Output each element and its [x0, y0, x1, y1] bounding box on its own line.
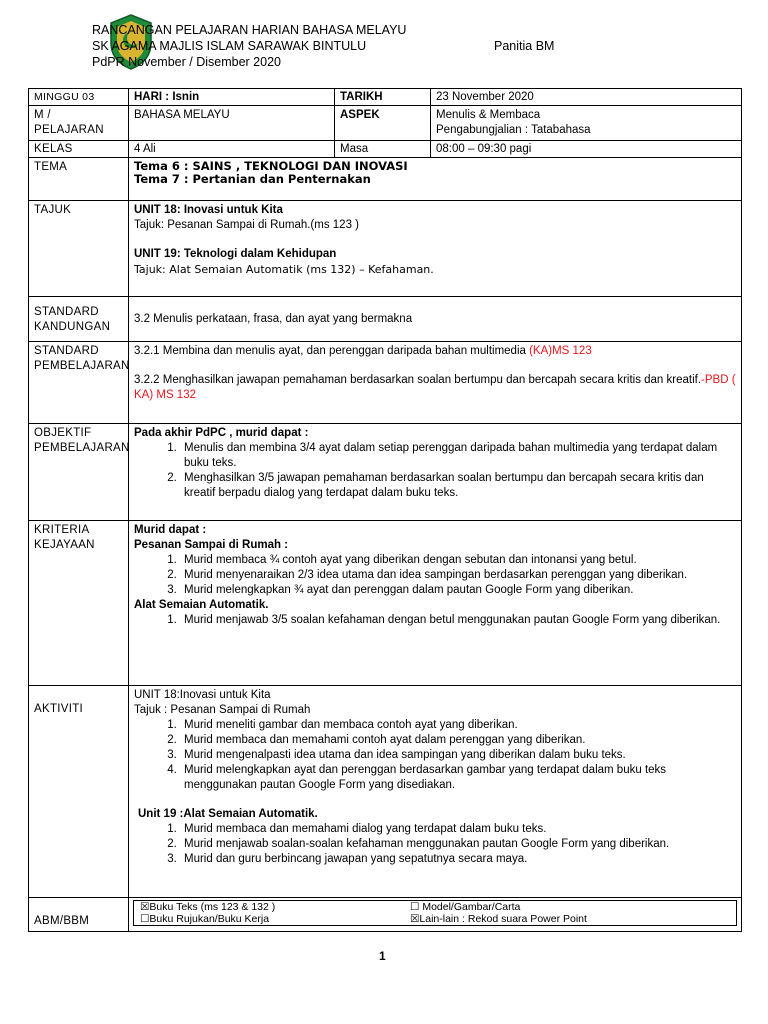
sp1-code: (KA)MS 123 [529, 345, 592, 357]
row-tema [29, 158, 742, 201]
row-aktiviti [29, 686, 742, 898]
sp-label-line1: STANDARD [34, 345, 99, 357]
abm-label: ABM/BBM [29, 898, 129, 932]
list-item: 2. Murid menyenaraikan 2/3 idea utama dan idea sampingan berdasarkan perenggan yang diberikan. [180, 568, 736, 583]
abm-item-buku-rujukan: ☐Buku Rujukan/Buku Kerja [140, 913, 270, 925]
obj-label-line1: OBJEKTIF [34, 427, 92, 439]
tema-line1: Tema 6 : SAINS , TEKNOLOGI DAN INOVASI [134, 159, 408, 173]
row-kelas [29, 141, 742, 158]
list-item: 2. Murid menjawab soalan-soalan kefahaman menggunakan pautan Google Form yang diberikan. [180, 837, 736, 852]
aspek-line2: Pengabungjalian : Tatabahasa [436, 124, 591, 136]
list-item: 3. Murid melengkapkan ¾ ayat dan perenggan dalam pautan Google Form yang diberikan. [180, 583, 736, 598]
kk-label-line2: KEJAYAAN [34, 539, 95, 551]
list-item: 2. Murid membaca dan memahami contoh ayat dalam perenggan yang diberikan. [180, 733, 736, 748]
row-pelajaran [29, 106, 742, 141]
sp2-code: -PBD ( KA) MS 132 [134, 374, 736, 401]
kk-label-line1: KRITERIA [34, 524, 90, 536]
tajuk-value [129, 201, 742, 297]
tarikh-label: TARIKH [335, 89, 431, 106]
aktiviti-label: AKTIVITI [29, 686, 129, 898]
list-item: 1. Murid membaca ¾ contoh ayat yang diberikan dengan sebutan dan intonansi yang betul. [180, 553, 736, 568]
pelajaran-value: BAHASA MELAYU [129, 106, 335, 141]
tema-line2: Tema 7 : Pertanian dan Penternakan [134, 172, 371, 186]
row-minggu [29, 89, 742, 106]
obj-list [134, 441, 736, 501]
header-period: PdPR November / Disember 2020 [92, 55, 281, 69]
abm-item-buku-teks: ☒Buku Teks (ms 123 & 132 ) [140, 901, 276, 913]
header-panel: Panitia BM [494, 39, 555, 53]
kk-list-2 [134, 613, 736, 628]
tajuk-unit19: UNIT 19: Teknologi dalam Kehidupan [134, 248, 337, 260]
tajuk-unit18-sub: Tajuk: Pesanan Sampai di Rumah.(ms 123 ) [134, 219, 359, 231]
akt-tajuk18: Tajuk : Pesanan Sampai di Rumah [134, 704, 311, 716]
lesson-plan-table [28, 88, 742, 932]
aspek-line1: Menulis & Membaca [436, 109, 541, 121]
abm-checklist [133, 900, 737, 926]
objektif-value [129, 424, 742, 521]
kk-list-1 [134, 553, 736, 598]
standard-pembelajaran-value [129, 342, 742, 424]
standard-kandungan-value: 3.2 Menulis perkataan, frasa, dan ayat yang bermakna [129, 297, 742, 342]
row-abm [29, 898, 742, 932]
tema-label: TEMA [29, 158, 129, 201]
tarikh-value: 23 November 2020 [431, 89, 742, 106]
page-number: 1 [379, 949, 386, 963]
tajuk-unit19-sub: Tajuk: Alat Semaian Automatik (ms 132) – Kefahaman. [134, 263, 434, 276]
standard-kandungan-label [29, 297, 129, 342]
header-title: RANCANGAN PELAJARAN HARIAN BAHASA MELAYU [92, 23, 407, 37]
list-item: 4. Murid melengkapkan ayat dan perenggan berdasarkan gambar yang terdapat dalam buku teks menggunakan pautan Google Form yang disediakan. [180, 763, 736, 793]
abm-item-lain-lain: ☒Lain-lain : Rekod suara Power Point [410, 913, 587, 925]
sp-item-1 [134, 344, 736, 359]
sk-label-line1: STANDARD [34, 306, 99, 318]
row-objektif [29, 424, 742, 521]
kriteria-value [129, 521, 742, 686]
sp-label-line2: PEMBELAJARAN [34, 360, 130, 372]
pelajaran-label: M / PELAJARAN [29, 106, 129, 141]
list-item: 3. Murid mengenalpasti idea utama dan idea sampingan yang diberikan dalam buku teks. [180, 748, 736, 763]
kk-sub2: Alat Semaian Automatik. [134, 599, 269, 611]
kriteria-label [29, 521, 129, 686]
masa-label: Masa [335, 141, 431, 158]
abm-item-model: ☐ Model/Gambar/Carta [410, 901, 521, 913]
tajuk-label: TAJUK [29, 201, 129, 297]
list-item: 1. Menulis dan membina 3/4 ayat dalam setiap perenggan daripada bahan multimedia yang terdapat dalam buku teks. [180, 441, 736, 471]
row-standard-pembelajaran [29, 342, 742, 424]
obj-intro: Pada akhir PdPC , murid dapat : [134, 427, 309, 439]
row-kriteria [29, 521, 742, 686]
list-item: 1. Murid membaca dan memahami dialog yang terdapat dalam buku teks. [180, 822, 736, 837]
kelas-value: 4 Ali [129, 141, 335, 158]
list-item: 1. Murid meneliti gambar dan membaca contoh ayat yang diberikan. [180, 718, 736, 733]
abm-value [129, 898, 742, 932]
tajuk-unit18: UNIT 18: Inovasi untuk Kita [134, 204, 283, 216]
sp-item-2 [134, 373, 736, 403]
minggu-cell: MINGGU 03 [29, 89, 129, 106]
kk-sub1: Pesanan Sampai di Rumah : [134, 539, 289, 551]
akt-unit19: Unit 19 :Alat Semaian Automatik. [138, 808, 318, 820]
list-item: 1. Murid menjawab 3/5 soalan kefahaman dengan betul menggunakan pautan Google Form yang diberikan. [180, 613, 736, 628]
list-item: 3. Murid dan guru berbincang jawapan yang sepatutnya secara maya. [180, 852, 736, 867]
tema-value [129, 158, 742, 201]
objektif-label [29, 424, 129, 521]
akt-list-1 [134, 718, 736, 793]
sp2-text: 3.2.2 Menghasilkan jawapan pemahaman berdasarkan soalan bertumpu dan bercapah secara kritis dan kreatif. [134, 374, 702, 386]
row-standard-kandungan [29, 297, 742, 342]
aspek-value [431, 106, 742, 141]
aktiviti-value [129, 686, 742, 898]
kelas-label: KELAS [29, 141, 129, 158]
header-school: SK AGAMA MAJLIS ISLAM SARAWAK BINTULU [92, 39, 367, 53]
aspek-label: ASPEK [335, 106, 431, 141]
row-tajuk [29, 201, 742, 297]
obj-label-line2: PEMBELAJARAN [34, 442, 130, 454]
sk-label-line2: KANDUNGAN [34, 321, 111, 333]
akt-unit18: UNIT 18:Inovasi untuk Kita [134, 689, 271, 701]
list-item: 2. Menghasilkan 3/5 jawapan pemahaman berdasarkan soalan bertumpu dan bercapah secara kritis dan kreatif berpadu dialog yang terdapat dalam buku teks. [180, 471, 736, 501]
sp1-text: 3.2.1 Membina dan menulis ayat, dan perenggan daripada bahan multimedia [134, 345, 530, 357]
masa-value: 08:00 – 09:30 pagi [431, 141, 742, 158]
kk-intro: Murid dapat : [134, 524, 207, 536]
hari-cell: HARI : Isnin [129, 89, 335, 106]
akt-list-2 [134, 822, 736, 867]
standard-pembelajaran-label [29, 342, 129, 424]
